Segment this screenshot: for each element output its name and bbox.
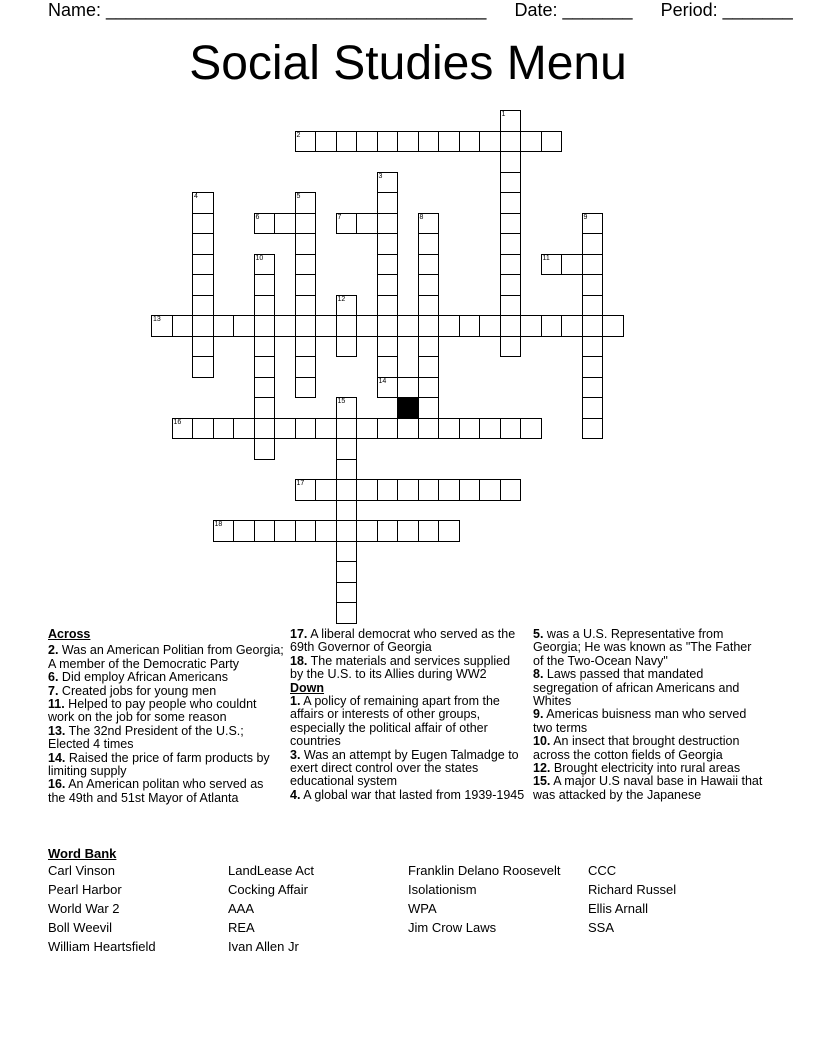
- clue-across-6: 6. Did employ African Americans: [48, 670, 228, 685]
- clue-down-8: 8. Laws passed that mandated segregation of african Americans and Whites: [533, 667, 740, 709]
- clue-across-16: 16. An American politan who served as the 49th and 51st Mayor of Atlanta: [48, 777, 264, 805]
- crossword-cell[interactable]: [459, 131, 481, 153]
- crossword-cell[interactable]: [315, 315, 337, 337]
- word-bank-heading: Word Bank: [48, 846, 117, 861]
- clue-down-10: 10. An insect that brought destruction across the cotton fields of Georgia: [533, 734, 740, 762]
- clues-column-3: [533, 628, 765, 802]
- word-bank-item: William Heartsfield: [48, 939, 156, 954]
- crossword-cell[interactable]: [582, 274, 604, 296]
- crossword-cell[interactable]: [233, 315, 255, 337]
- word-bank-item: World War 2: [48, 901, 120, 916]
- crossword-cell[interactable]: [418, 295, 440, 317]
- crossword-cell[interactable]: [397, 418, 419, 440]
- crossword-cell[interactable]: [233, 418, 255, 440]
- crossword-cell[interactable]: [315, 479, 337, 501]
- date-field-label[interactable]: Date: _______: [514, 0, 633, 20]
- crossword-cell[interactable]: [295, 336, 317, 358]
- crossword-cell[interactable]: [254, 315, 276, 337]
- crossword-clue-number: 13: [153, 316, 161, 323]
- word-bank-item: Jim Crow Laws: [408, 920, 497, 935]
- crossword-cell[interactable]: [295, 356, 317, 378]
- clues-column-1: [48, 628, 284, 805]
- crossword-cell[interactable]: [356, 213, 378, 235]
- crossword-cell[interactable]: [192, 418, 214, 440]
- crossword-clue-number: 6: [255, 213, 260, 221]
- crossword-clue-number: 4: [194, 193, 198, 200]
- crossword-cell[interactable]: [336, 500, 358, 522]
- crossword-cell[interactable]: [254, 418, 276, 440]
- crossword-cell[interactable]: [418, 274, 440, 296]
- word-bank-item: Pearl Harbor: [48, 882, 122, 897]
- word-bank-item: SSA: [588, 920, 615, 935]
- crossword-cell[interactable]: [336, 520, 358, 542]
- crossword-cell[interactable]: [520, 315, 542, 337]
- crossword-cell[interactable]: [459, 315, 481, 337]
- word-bank-item: Isolationism: [408, 882, 477, 897]
- clue-across-11: 11. Helped to pay people who couldnt work on the job for some reason: [48, 697, 257, 725]
- crossword-cell[interactable]: [438, 520, 460, 542]
- crossword-cell[interactable]: [582, 336, 604, 358]
- crossword-cell[interactable]: [377, 131, 399, 153]
- crossword-cell[interactable]: [336, 438, 358, 460]
- crossword-cell[interactable]: [274, 418, 296, 440]
- crossword-cell[interactable]: [377, 233, 399, 255]
- crossword-cell[interactable]: [418, 233, 440, 255]
- word-bank-item: Ellis Arnall: [588, 901, 648, 916]
- crossword-cell[interactable]: [356, 315, 378, 337]
- crossword-cell[interactable]: [315, 520, 337, 542]
- crossword-cell[interactable]: [213, 418, 235, 440]
- crossword-cell[interactable]: [500, 213, 522, 235]
- crossword-cell[interactable]: [233, 520, 255, 542]
- crossword-cell[interactable]: [520, 418, 542, 440]
- crossword-cell[interactable]: [459, 479, 481, 501]
- word-bank-item: WPA: [408, 901, 437, 916]
- crossword-cell[interactable]: [336, 418, 358, 440]
- crossword-cell[interactable]: [213, 315, 235, 337]
- clue-across-7: 7. Created jobs for young men: [48, 683, 217, 698]
- crossword-black-cell: [397, 397, 419, 419]
- crossword-clue-number: 8: [419, 213, 424, 221]
- crossword-clue-number: 16: [173, 418, 182, 426]
- crossword-cell[interactable]: [295, 520, 317, 542]
- crossword-cell[interactable]: [274, 213, 296, 235]
- crossword-cell[interactable]: [500, 274, 522, 296]
- clue-across-13: 13. The 32nd President of the U.S.; Elected 4 times: [48, 723, 244, 752]
- crossword-cell[interactable]: [274, 315, 296, 337]
- crossword-cell[interactable]: [541, 131, 563, 153]
- clue-down-15: 15. A major U.S naval base in Hawaii that was attacked by the Japanese: [533, 774, 763, 802]
- crossword-cell[interactable]: [192, 295, 214, 317]
- crossword-cell[interactable]: [418, 397, 440, 419]
- crossword-cell[interactable]: [254, 438, 276, 460]
- crossword-clue-number: 3: [378, 172, 383, 180]
- word-bank-item: Cocking Affair: [228, 882, 308, 897]
- page-title: Social Studies Menu: [189, 37, 627, 90]
- word-bank-item: Ivan Allen Jr: [228, 939, 299, 954]
- crossword-cell[interactable]: [561, 254, 583, 276]
- crossword-cell[interactable]: [500, 151, 522, 173]
- crossword-cell[interactable]: [336, 459, 358, 481]
- crossword-cell[interactable]: [377, 520, 399, 542]
- crossword-cell[interactable]: [254, 520, 276, 542]
- word-bank-item: LandLease Act: [228, 863, 315, 878]
- clue-across-18: 18. The materials and services supplied by the U.S. to its Allies during WW2: [290, 653, 511, 682]
- crossword-cell[interactable]: [602, 315, 624, 337]
- crossword-cell[interactable]: [418, 336, 440, 358]
- crossword-cell[interactable]: [377, 274, 399, 296]
- crossword-cell[interactable]: [418, 131, 440, 153]
- crossword-cell[interactable]: [438, 131, 460, 153]
- crossword-cell[interactable]: [356, 479, 378, 501]
- crossword-clue-number: 5: [296, 193, 301, 200]
- clue-down-1: 1. A policy of remaining apart from the affairs or interests of other groups, especially the political affair of other countries: [290, 694, 500, 749]
- clue-down-4: 4. A global war that lasted from 1939-1945: [290, 787, 525, 802]
- crossword-cell[interactable]: [192, 315, 214, 337]
- crossword-cell[interactable]: [295, 377, 317, 399]
- word-bank-item: Carl Vinson: [48, 863, 115, 878]
- crossword-cell[interactable]: [336, 541, 358, 563]
- crossword-clue-number: 12: [337, 295, 346, 303]
- crossword-cell[interactable]: [397, 315, 419, 337]
- crossword-cell[interactable]: [254, 377, 276, 399]
- crossword-cell[interactable]: [438, 479, 460, 501]
- crossword-cell[interactable]: [479, 479, 501, 501]
- crossword-cell[interactable]: [582, 254, 604, 276]
- clue-down-12: 12. Brought electricity into rural areas: [533, 761, 741, 776]
- crossword-cell[interactable]: [295, 274, 317, 296]
- crossword-clue-number: 14: [378, 377, 387, 385]
- crossword-cell[interactable]: [479, 418, 501, 440]
- crossword-cell[interactable]: [377, 254, 399, 276]
- crossword-cell[interactable]: [192, 336, 214, 358]
- crossword-cell[interactable]: [295, 233, 317, 255]
- crossword-cell[interactable]: [315, 131, 337, 153]
- crossword-cell[interactable]: [315, 418, 337, 440]
- crossword-cell[interactable]: [582, 233, 604, 255]
- crossword-cell[interactable]: [192, 274, 214, 296]
- crossword-cell[interactable]: [336, 336, 358, 358]
- crossword-cell[interactable]: [295, 213, 317, 235]
- crossword-cell[interactable]: [500, 479, 522, 501]
- crossword-cell[interactable]: [582, 397, 604, 419]
- crossword-cell[interactable]: [500, 192, 522, 214]
- crossword-cell[interactable]: [254, 295, 276, 317]
- crossword-cell[interactable]: [479, 131, 501, 153]
- crossword-cell[interactable]: [397, 377, 419, 399]
- crossword-cell[interactable]: [397, 131, 419, 153]
- crossword-cell[interactable]: [192, 213, 214, 235]
- crossword-cell[interactable]: [377, 336, 399, 358]
- crossword-clue-number: 7: [337, 213, 342, 221]
- period-field-label[interactable]: Period: _______: [660, 0, 793, 20]
- crossword-cell[interactable]: [377, 213, 399, 235]
- crossword-cell[interactable]: [336, 131, 358, 153]
- clue-down-3: 3. Was an attempt by Eugen Talmadge to exert direct control over the states educational system: [290, 747, 519, 789]
- crossword-cell[interactable]: [418, 479, 440, 501]
- clue-across-17: 17. A liberal democrat who served as the 69th Governor of Georgia: [290, 627, 516, 655]
- crossword-cell[interactable]: [418, 377, 440, 399]
- crossword-cell[interactable]: [418, 520, 440, 542]
- word-bank-item: CCC: [588, 863, 617, 878]
- crossword-cell[interactable]: [500, 418, 522, 440]
- crossword-clue-number: 2: [296, 131, 301, 139]
- crossword-cell[interactable]: [377, 192, 399, 214]
- crossword-clue-number: 15: [337, 398, 346, 405]
- crossword-cell[interactable]: [500, 336, 522, 358]
- crossword-cell[interactable]: [418, 254, 440, 276]
- word-bank-item: Richard Russel: [588, 882, 677, 897]
- word-bank-item: AAA: [228, 901, 255, 916]
- crossword-cell[interactable]: [500, 172, 522, 194]
- crossword-cell[interactable]: [377, 295, 399, 317]
- crossword-cell[interactable]: [356, 418, 378, 440]
- crossword-cell[interactable]: [541, 315, 563, 337]
- crossword-cell[interactable]: [582, 377, 604, 399]
- crossword-cell[interactable]: [254, 274, 276, 296]
- crossword-cell[interactable]: [459, 418, 481, 440]
- crossword-cell[interactable]: [172, 315, 194, 337]
- crossword-cell[interactable]: [336, 315, 358, 337]
- crossword-cell[interactable]: [500, 315, 522, 337]
- crossword-cell[interactable]: [274, 520, 296, 542]
- crossword-cell[interactable]: [582, 315, 604, 337]
- crossword-cell[interactable]: [254, 336, 276, 358]
- crossword-cell[interactable]: [397, 479, 419, 501]
- clue-down-5: 5. was a U.S. Representative from Georgia; He was known as "The Father of the Two-Ocean Navy": [533, 627, 752, 668]
- crossword-cell[interactable]: [192, 254, 214, 276]
- crossword-clue-number: 10: [255, 254, 264, 262]
- crossword-cell[interactable]: [336, 561, 358, 583]
- crossword-cell[interactable]: [336, 602, 358, 624]
- crossword-cell[interactable]: [356, 520, 378, 542]
- clue-down-9: 9. Americas buisness man who served two terms: [533, 707, 747, 735]
- crossword-cell[interactable]: [356, 131, 378, 153]
- across-heading: Across: [48, 627, 91, 641]
- crossword-cell[interactable]: [192, 233, 214, 255]
- crossword-cell[interactable]: [397, 520, 419, 542]
- down-heading: Down: [290, 680, 325, 695]
- crossword-cell[interactable]: [582, 356, 604, 378]
- crossword-cell[interactable]: [295, 254, 317, 276]
- crossword-cell[interactable]: [582, 295, 604, 317]
- crossword-cell[interactable]: [438, 418, 460, 440]
- crossword-cell[interactable]: [377, 418, 399, 440]
- crossword-clue-number: 17: [296, 480, 305, 487]
- crossword-cell[interactable]: [377, 356, 399, 378]
- crossword-clue-number: 9: [583, 213, 588, 221]
- crossword-cell[interactable]: [438, 315, 460, 337]
- crossword-cell[interactable]: [418, 356, 440, 378]
- crossword-cell[interactable]: [336, 479, 358, 501]
- crossword-cell[interactable]: [582, 418, 604, 440]
- crossword-clue-number: 11: [542, 254, 550, 262]
- crossword-cell[interactable]: [254, 397, 276, 419]
- crossword-cell[interactable]: [479, 315, 501, 337]
- crossword-cell[interactable]: [377, 315, 399, 337]
- clue-across-2: 2. Was an American Politian from Georgia; A member of the Democratic Party: [48, 643, 284, 671]
- crossword-cell[interactable]: [336, 582, 358, 604]
- clues-column-2: [290, 628, 526, 802]
- name-field-label[interactable]: Name: ______________________________________: [48, 0, 487, 20]
- word-bank-item: Franklin Delano Roosevelt: [408, 863, 561, 878]
- word-bank-item: REA: [228, 920, 255, 935]
- crossword-clue-number: 1: [501, 111, 506, 118]
- crossword-cell[interactable]: [377, 479, 399, 501]
- crossword-cell[interactable]: [561, 315, 583, 337]
- crossword-cell[interactable]: [500, 131, 522, 153]
- crossword-cell[interactable]: [295, 295, 317, 317]
- crossword-cell[interactable]: [520, 131, 542, 153]
- crossword-cell[interactable]: [295, 315, 317, 337]
- crossword-cell[interactable]: [295, 418, 317, 440]
- crossword-cell[interactable]: [192, 356, 214, 378]
- crossword-cell[interactable]: [418, 418, 440, 440]
- crossword-cell[interactable]: [418, 315, 440, 337]
- crossword-cell[interactable]: [254, 356, 276, 378]
- crossword-cell[interactable]: [500, 254, 522, 276]
- clue-across-14: 14. Raised the price of farm products by limiting supply: [48, 750, 270, 779]
- word-bank-item: Boll Weevil: [48, 920, 113, 935]
- crossword-clue-number: 18: [214, 521, 223, 528]
- crossword-cell[interactable]: [500, 233, 522, 255]
- crossword-cell[interactable]: [500, 295, 522, 317]
